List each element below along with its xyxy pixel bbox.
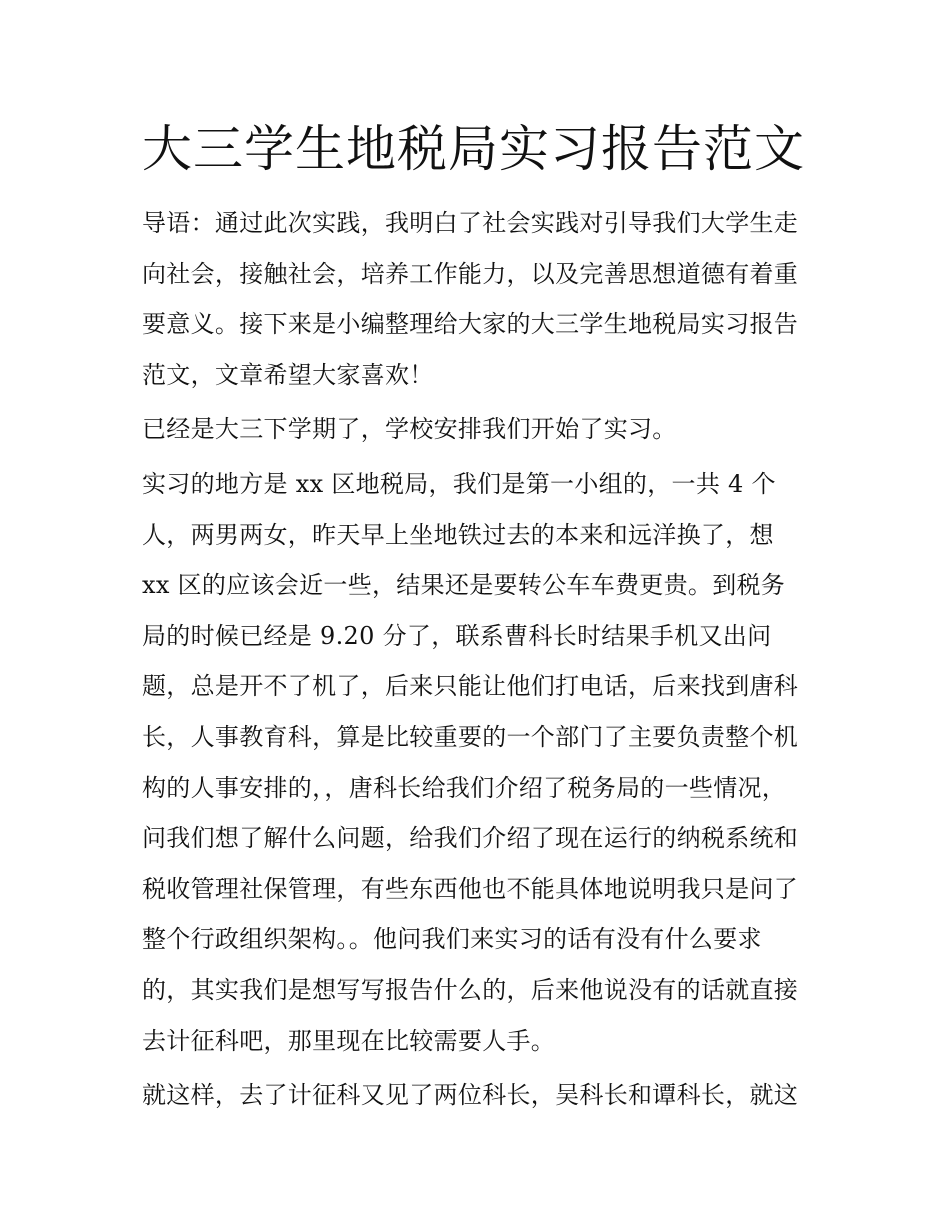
text-line: 导语：通过此次实践，我明白了社会实践对引导我们大学生走 bbox=[142, 209, 799, 237]
text-line: 问我们想了解什么问题，给我们介绍了现在运行的纳税系统和 bbox=[142, 824, 799, 853]
paragraph-department bbox=[142, 1070, 814, 1121]
text-line: 构的人事安排的，，唐科长给我们介绍了税务局的一些情况， bbox=[142, 773, 787, 802]
text-line: 范文，文章希望大家喜欢！ bbox=[142, 360, 434, 389]
paragraph-intro bbox=[142, 198, 814, 400]
text-line: 税收管理社保管理，有些东西他也不能具体地说明我只是问了 bbox=[142, 874, 799, 903]
document-body bbox=[142, 118, 814, 1125]
text-line: 局的时候已经是 9.20 分了，联系曹科长时结果手机又出问 bbox=[142, 621, 772, 650]
text-line: 整个行政组织架构。。他问我们来实习的话有没有什么要求 bbox=[142, 925, 762, 954]
paragraph-semester bbox=[142, 404, 814, 455]
text-line: 向社会，接触社会，培养工作能力，以及完善思想道德有着重 bbox=[142, 259, 799, 288]
paragraph-internship-place bbox=[142, 459, 814, 1066]
text-line: 人，两男两女，昨天早上坐地铁过去的本来和远洋换了，想 bbox=[142, 520, 774, 549]
text-line: 的，其实我们是想写写报告什么的，后来他说没有的话就直接 bbox=[142, 975, 799, 1004]
text-line: 长，人事教育科，算是比较重要的一个部门了主要负责整个机 bbox=[142, 722, 799, 751]
text-line: 去计征科吧，那里现在比较需要人手。 bbox=[142, 1026, 556, 1055]
text-line: 已经是大三下学期了，学校安排我们开始了实习。 bbox=[142, 415, 677, 444]
text-line: 实习的地方是 xx 区地税局，我们是第一小组的，一共 4 个 bbox=[142, 469, 776, 498]
text-line: 就这样，去了计征科又见了两位科长，吴科长和谭科长，就这 bbox=[142, 1081, 799, 1110]
text-line: 要意义。接下来是小编整理给大家的大三学生地税局实习报告 bbox=[142, 310, 799, 339]
document-title: 大三学生地税局实习报告范文 bbox=[142, 120, 805, 178]
text-line: 题，总是开不了机了，后来只能让他们打电话，后来找到唐科 bbox=[142, 672, 799, 701]
text-line: xx 区的应该会近一些，结果还是要转公车车费更贵。到税务 bbox=[142, 571, 786, 600]
